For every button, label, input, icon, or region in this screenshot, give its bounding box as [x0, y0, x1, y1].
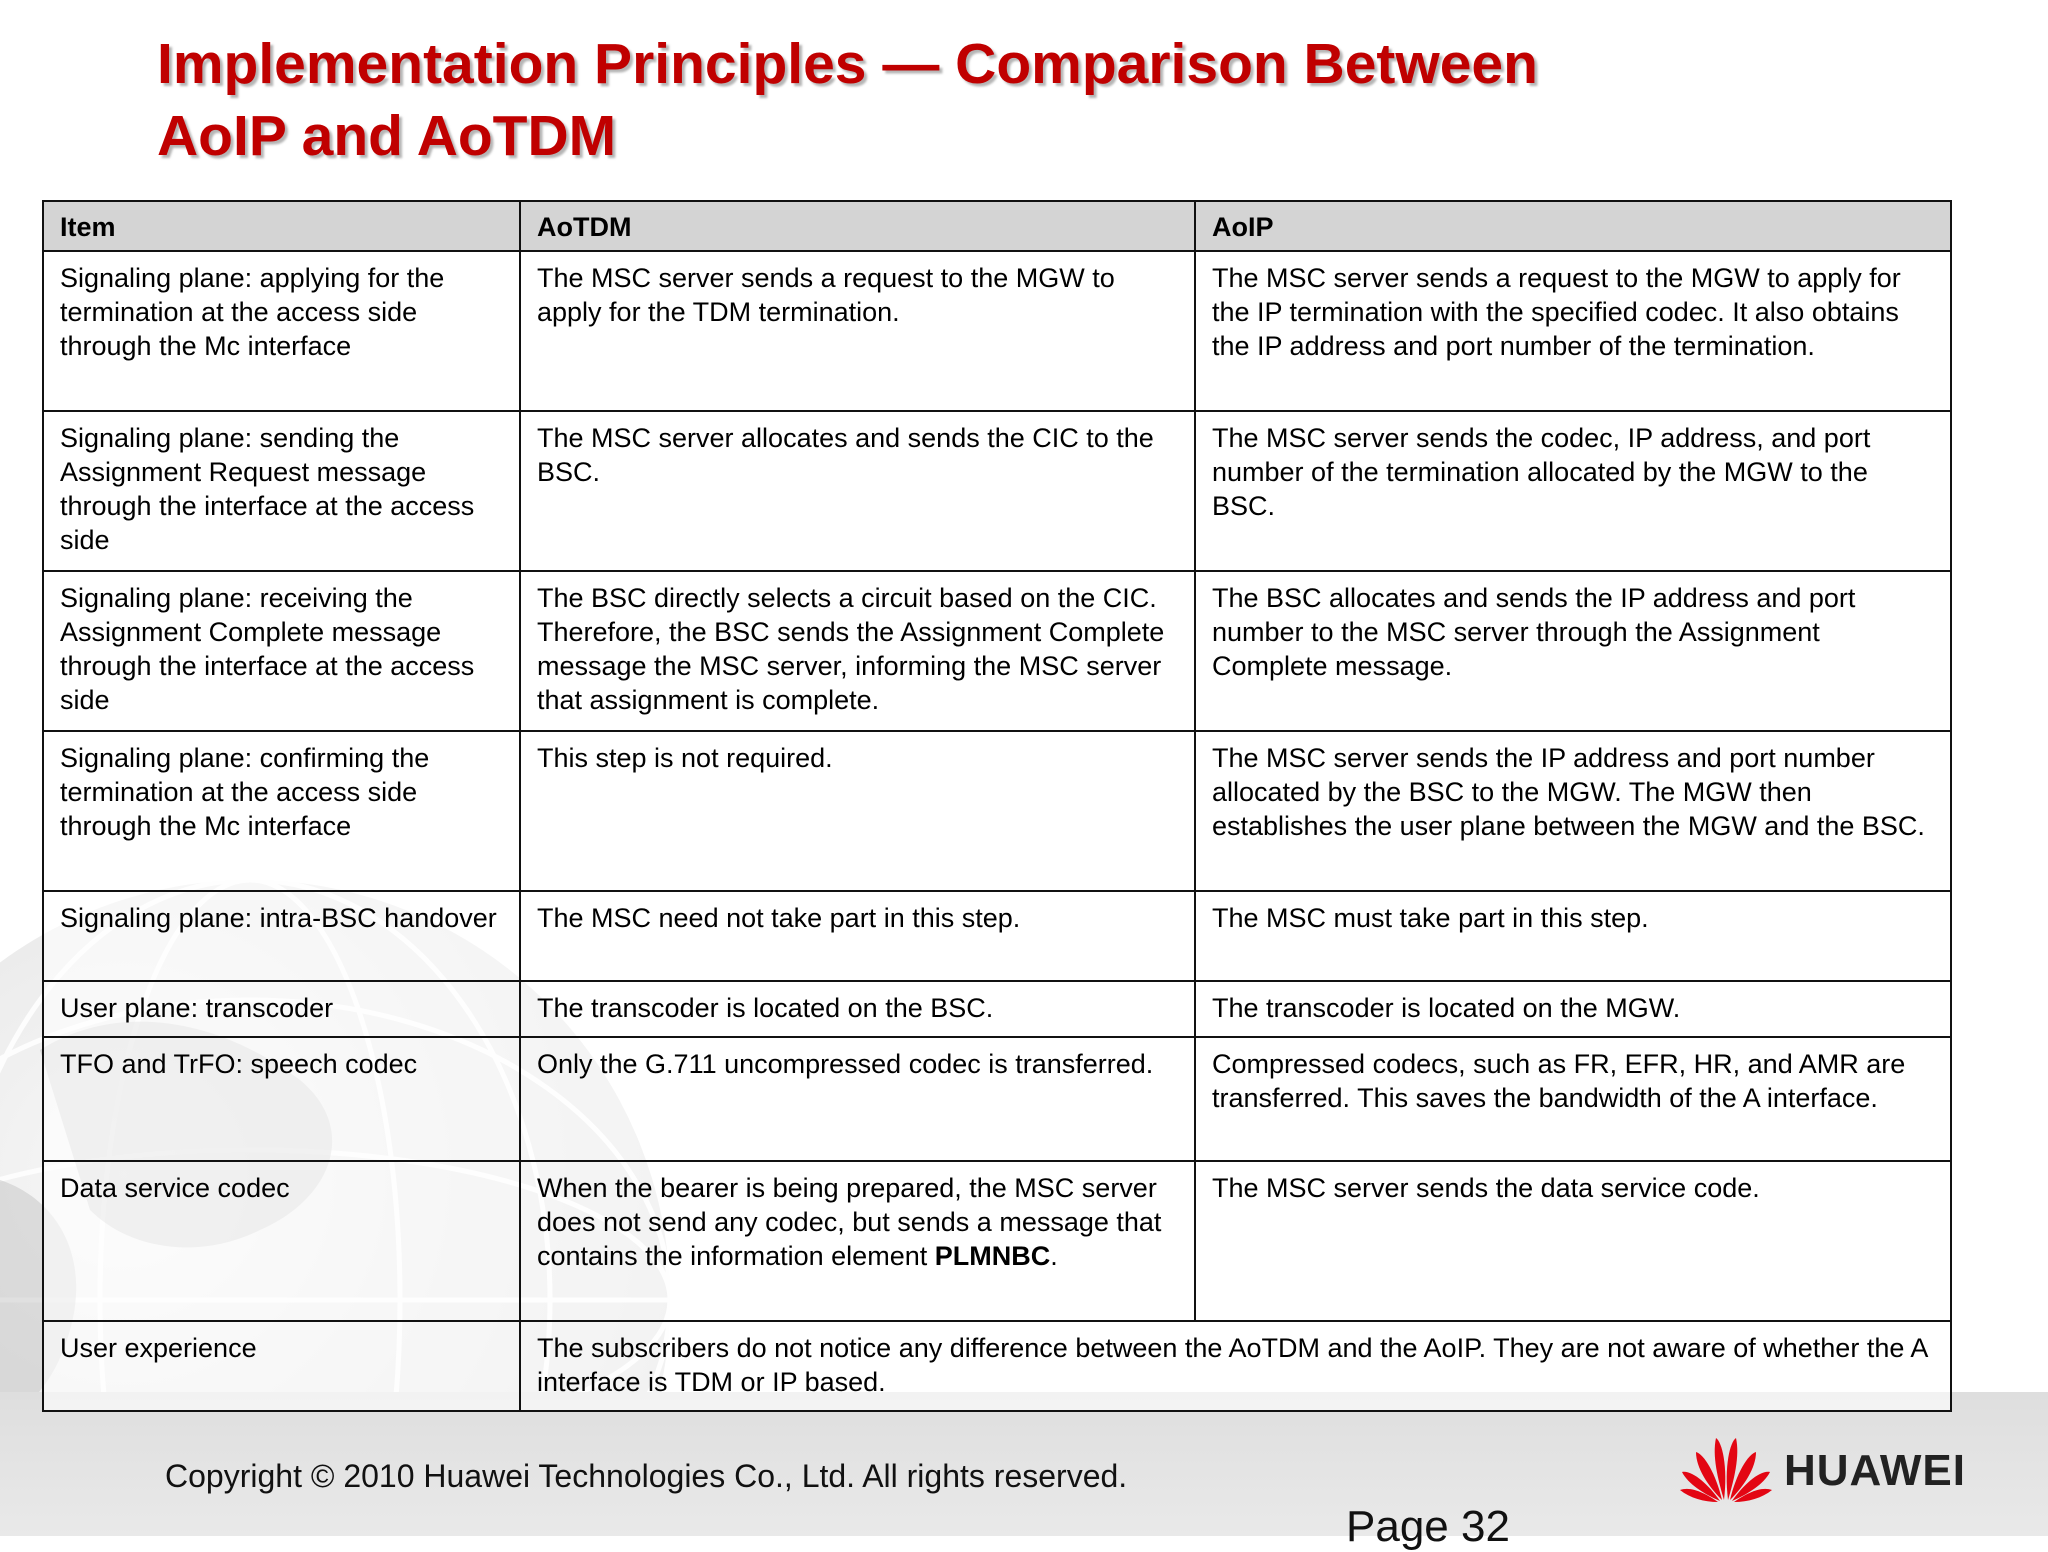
table-header-row: [43, 201, 1951, 251]
cell-aoip: The MSC server sends the codec, IP address, and port number of the termination allocated by the MGW to the BSC.: [1195, 411, 1951, 571]
table-row: [43, 411, 1951, 571]
cell-aotdm: The MSC need not take part in this step.: [520, 891, 1195, 981]
cell-aoip: The MSC server sends the IP address and port number allocated by the BSC to the MGW. The MGW then establishes the user plane between the MGW and the BSC.: [1195, 731, 1951, 891]
cell-item: Signaling plane: receiving the Assignment Complete message through the interface at the access side: [43, 571, 520, 731]
aotdm-text: When the bearer is being prepared, the MSC server does not send any codec, but sends a message that contains the information element: [537, 1173, 1162, 1271]
comparison-table: [42, 200, 1952, 1412]
cell-item: User experience: [43, 1321, 520, 1411]
cell-aotdm: The MSC server allocates and sends the CIC to the BSC.: [520, 411, 1195, 571]
cell-item: Data service codec: [43, 1161, 520, 1321]
aotdm-period: .: [1050, 1241, 1058, 1271]
plmnbc-term: PLMNBC: [934, 1241, 1051, 1271]
huawei-logo: [1678, 1430, 1966, 1504]
logo-text: HUAWEI: [1784, 1446, 1966, 1495]
cell-item: TFO and TrFO: speech codec: [43, 1037, 520, 1161]
cell-aotdm: This step is not required.: [520, 731, 1195, 891]
cell-aoip: The transcoder is located on the MGW.: [1195, 981, 1951, 1037]
cell-aotdm: [520, 1161, 1195, 1321]
cell-item: Signaling plane: intra-BSC handover: [43, 891, 520, 981]
header-aotdm: AoTDM: [520, 201, 1195, 251]
cell-aoip: The BSC allocates and sends the IP address and port number to the MSC server through the Assignment Complete message.: [1195, 571, 1951, 731]
table-row: [43, 731, 1951, 891]
copyright-text: Copyright © 2010 Huawei Technologies Co., Ltd. All rights reserved.: [165, 1458, 1128, 1494]
cell-aoip: Compressed codecs, such as FR, EFR, HR, and AMR are transferred. This saves the bandwidth of the A interface.: [1195, 1037, 1951, 1161]
header-aoip: AoIP: [1195, 201, 1951, 251]
cell-aotdm: Only the G.711 uncompressed codec is transferred.: [520, 1037, 1195, 1161]
slide-title: [157, 28, 1957, 172]
cell-item: Signaling plane: confirming the termination at the access side through the Mc interface: [43, 731, 520, 891]
cell-aotdm: The BSC directly selects a circuit based on the CIC. Therefore, the BSC sends the Assignment Complete message the MSC server, informing the MSC server that assignment is complete.: [520, 571, 1195, 731]
page-number: Page 32: [1346, 1502, 1510, 1551]
table-row: [43, 251, 1951, 411]
huawei-petal-logo-icon: [1678, 1430, 1774, 1504]
cell-aotdm: The MSC server sends a request to the MGW to apply for the TDM termination.: [520, 251, 1195, 411]
table-row: [43, 571, 1951, 731]
title-line-2: AoIP and AoTDM: [157, 104, 617, 168]
cell-item: Signaling plane: sending the Assignment Request message through the interface at the access side: [43, 411, 520, 571]
cell-aoip: The MSC server sends the data service code.: [1195, 1161, 1951, 1321]
cell-aoip: The MSC must take part in this step.: [1195, 891, 1951, 981]
cell-aoip: The MSC server sends a request to the MGW to apply for the IP termination with the specified codec. It also obtains the IP address and port number of the termination.: [1195, 251, 1951, 411]
title-line-1: Implementation Principles — Comparison Between: [157, 32, 1538, 96]
table-row: [43, 981, 1951, 1037]
table-row: [43, 1321, 1951, 1411]
table-row: [43, 1161, 1951, 1321]
cell-item: Signaling plane: applying for the termination at the access side through the Mc interface: [43, 251, 520, 411]
header-item: Item: [43, 201, 520, 251]
cell-item: User plane: transcoder: [43, 981, 520, 1037]
cell-merged: The subscribers do not notice any difference between the AoTDM and the AoIP. They are not aware of whether the A interface is TDM or IP based.: [520, 1321, 1951, 1411]
table-row: [43, 891, 1951, 981]
table-row: [43, 1037, 1951, 1161]
cell-aotdm: The transcoder is located on the BSC.: [520, 981, 1195, 1037]
